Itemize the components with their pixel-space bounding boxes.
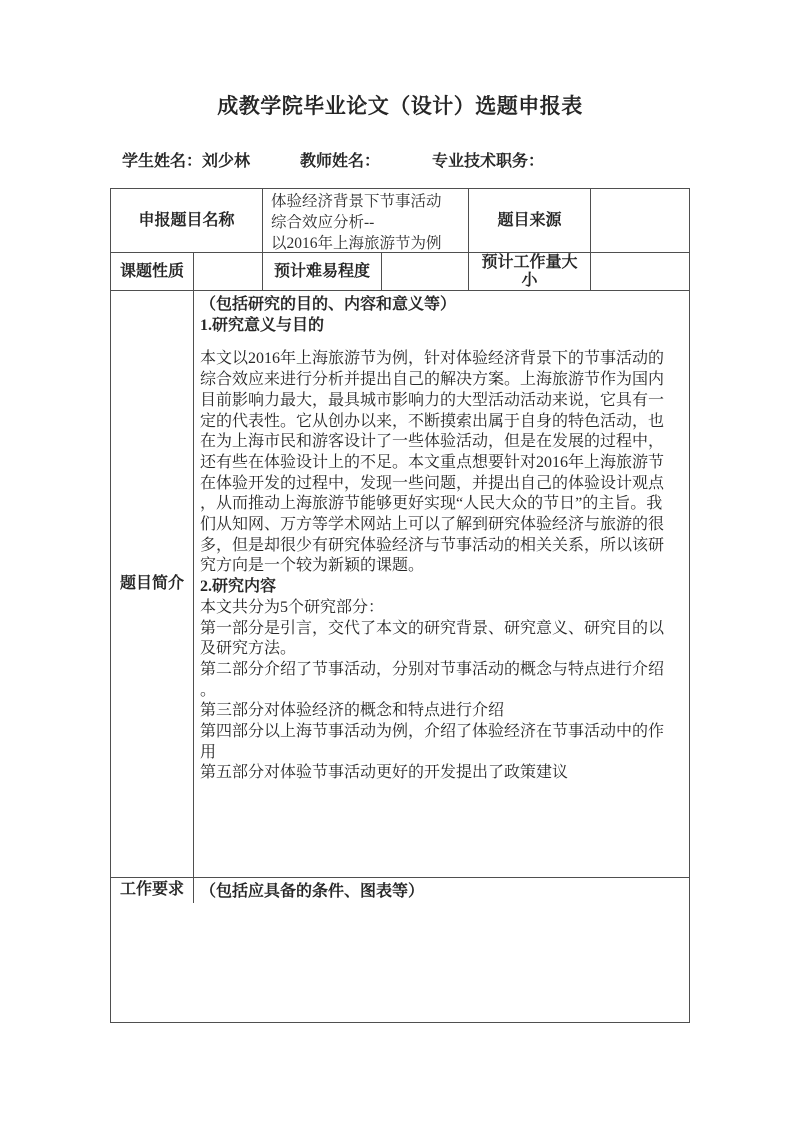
intro-paragraph-2 xyxy=(200,598,683,784)
table-row-requirements xyxy=(111,878,689,903)
student-name-field: 学生姓名：刘少林 xyxy=(122,153,251,170)
intro-note: （包括研究的目的、内容和意义等） xyxy=(200,296,457,313)
page-title: 成教学院毕业论文（设计）选题申报表 xyxy=(217,94,583,118)
paragraph-line: 多，但是却很少有研究体验经济与节事活动的相关关系，所以该研 xyxy=(200,536,665,554)
topic-source-label-cell: 题目来源 xyxy=(469,189,591,252)
intro-paragraph-1 xyxy=(200,349,683,577)
paragraph-line: 们从知网、万方等学术网站上可以了解到研究体验经济与旅游的很 xyxy=(200,516,665,534)
topic-nature-label-cell: 课题性质 xyxy=(111,253,194,290)
requirements-content-cell xyxy=(194,878,689,903)
paragraph-line: 还有些在体验设计上的不足。本文重点想要针对2016年上海旅游节 xyxy=(200,453,665,471)
paragraph-line: 第二部分介绍了节事活动，分别对节事活动的概念与特点进行介绍 xyxy=(200,660,665,678)
requirements-note: （包括应具备的条件、图表等） xyxy=(200,883,425,900)
intro-content-cell xyxy=(194,291,689,877)
topic-line: 以2016年上海旅游节为例 xyxy=(271,235,442,252)
workload-label-cell: 预计工作量大小 xyxy=(469,253,591,290)
paragraph-line: 第一部分是引言，交代了本文的研究背景、研究意义、研究目的以 xyxy=(200,619,665,637)
topic-nature-value-cell xyxy=(194,253,263,290)
paragraph-line: 定的代表性。它从创办以来，不断摸索出属于自身的特色活动，也 xyxy=(200,412,665,430)
workload-value-cell xyxy=(591,253,689,290)
paragraph-line: 及研究方法。 xyxy=(200,640,297,658)
topic-line: 综合效应分析-- xyxy=(271,214,375,231)
applicant-info-line xyxy=(110,148,690,172)
paragraph-line: 第五部分对体验节事活动更好的开发提出了政策建议 xyxy=(200,764,569,782)
topic-source-value-cell xyxy=(591,189,689,252)
blank-line xyxy=(200,336,683,349)
topic-name-lines xyxy=(271,191,464,252)
intro-label-cell: 题目简介 xyxy=(111,291,194,877)
difficulty-value-cell xyxy=(382,253,469,290)
paragraph-line: 用 xyxy=(200,743,217,761)
table-row-introduction xyxy=(111,291,689,878)
intro-heading-2: 2.研究内容 xyxy=(200,578,277,596)
table-row-attributes xyxy=(111,253,689,291)
topic-name-value-cell xyxy=(263,189,469,252)
difficulty-label-cell: 预计难易程度 xyxy=(263,253,382,290)
paragraph-line: 在体验开发的过程中，发现一些问题，并提出自己的体验设计观点 xyxy=(200,474,665,492)
paragraph-line: ，从而推动上海旅游节能够更好实现“人民大众的节日”的主旨。我 xyxy=(200,495,663,513)
intro-heading-1: 1.研究意义与目的 xyxy=(200,316,325,334)
paragraph-line: 究方向是一个较为新颖的课题。 xyxy=(200,557,425,575)
requirements-label-cell: 工作要求 xyxy=(111,878,194,903)
paragraph-line: 本文以2016年上海旅游节为例，针对体验经济背景下的节事活动的 xyxy=(200,350,665,368)
paragraph-line: 第三部分对体验经济的概念和特点进行介绍 xyxy=(200,702,505,720)
paragraph-line: 目前影响力最大，最具城市影响力的大型活动活动来说，它具有一 xyxy=(200,391,665,409)
table-row-topic xyxy=(111,189,689,253)
paragraph-line: 本文共分为5个研究部分： xyxy=(200,598,385,616)
paragraph-line: 第四部分以上海节事活动为例，介绍了体验经济在节事活动中的作 xyxy=(200,723,665,741)
professional-title-field: 专业技术职务： xyxy=(432,153,545,170)
teacher-name-field: 教师姓名： xyxy=(300,153,381,170)
paragraph-line: 综合效应来进行分析并提出自己的解决方案。上海旅游节作为国内 xyxy=(200,371,665,389)
paragraph-line: 在为上海市民和游客设计了一些体验活动，但是在发展的过程中， xyxy=(200,433,665,451)
paragraph-line: 。 xyxy=(200,681,217,699)
application-table xyxy=(110,188,690,1023)
topic-line: 体验经济背景下节事活动 xyxy=(271,193,442,210)
topic-name-label-cell: 申报题目名称 xyxy=(111,189,263,252)
